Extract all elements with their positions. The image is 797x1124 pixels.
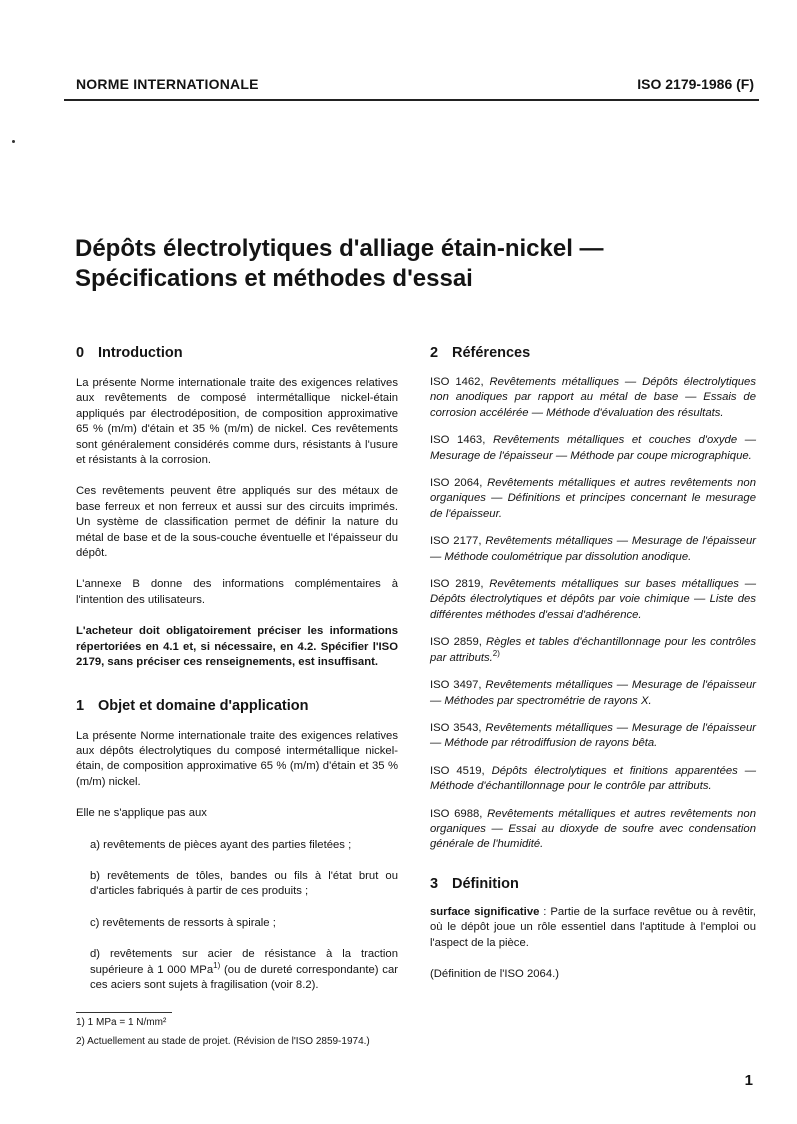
- scope-paragraph-1: La présente Norme internationale traite des exigences relatives aux dépôts électrolytiques du composé intermétallique nickel-étain, de composition approximative 65 % (m/m) d'étain et 35 % (m/m) nickel.: [76, 729, 398, 788]
- reference-title: Revêtements métalliques — Mesurage de l'épaisseur — Méthode par rétrodiffusion de rayons bêta.: [430, 721, 757, 750]
- footnote-1: 1) 1 MPa = 1 N/mm²: [76, 1017, 167, 1028]
- reference-code: ISO 3497,: [430, 679, 486, 692]
- section-number: 3: [430, 875, 439, 892]
- reference-item: [430, 678, 756, 709]
- reference-title: Revêtements métalliques et couches d'oxyde — Mesurage de l'épaisseur — Méthode par coupe micrographique.: [430, 434, 756, 462]
- reference-item: [430, 577, 756, 623]
- reference-code: ISO 4519,: [430, 764, 492, 777]
- reference-code: ISO 2859,: [430, 636, 486, 649]
- reference-title: Revêtements métalliques et autres revêtements non organiques — Définitions et principes concernant le mesurage de l'épaisseur.: [430, 477, 757, 520]
- defined-term: surface significative: [430, 905, 540, 918]
- reference-title: Revêtements métalliques — Mesurage de l'épaisseur — Méthode coulométrique par dissolution anodique.: [430, 535, 757, 563]
- intro-paragraph-1: La présente Norme internationale traite des exigences relatives aux revêtements de composé intermétallique nickel-étain appliqués par électrodéposition, de composition approximative 65 % (m/m) d'étain et 35 % (m/m) de nickel. Ces revêtements sont généralement considérés comme durs, résistants à l'usure et résistants à la corrosion.: [76, 377, 398, 467]
- scope-item-d: [76, 947, 398, 993]
- left-column: [76, 344, 398, 993]
- section-title: Définition: [452, 875, 519, 892]
- reference-item: [430, 807, 756, 853]
- scope-item-c: c) revêtements de ressorts à spirale ;: [90, 916, 276, 929]
- intro-paragraph-3: L'annexe B donne des informations complémentaires à l'intention des utilisateurs.: [76, 578, 398, 606]
- section-1-heading: [76, 697, 398, 715]
- reference-item: [430, 721, 756, 752]
- scan-speck: [12, 140, 15, 143]
- footnote-2: 2) Actuellement au stade de projet. (Révision de l'ISO 2859-1974.): [76, 1036, 370, 1047]
- title-line-2: Spécifications et méthodes d'essai: [75, 265, 473, 292]
- reference-title: Revêtements métalliques sur bases métalliques — Dépôts électrolytiques et dépôts par voie chimique — Liste des différentes méthodes d'essai d'adhérence.: [430, 578, 756, 621]
- reference-title: Dépôts électrolytiques et finitions apparentées — Méthode d'échantillonnage pour le contrôle par attributs.: [430, 764, 757, 793]
- footnote-ref-2: 2): [492, 648, 500, 658]
- reference-item: [430, 534, 756, 565]
- reference-code: ISO 3543,: [430, 721, 486, 734]
- scope-item-b: b) revêtements de tôles, bandes ou fils à l'état brut ou d'articles fabriqués à partir de ces produits ;: [90, 869, 398, 898]
- right-column: [430, 344, 756, 982]
- reference-title: Revêtements métalliques — Dépôts électrolytiques non anodiques par rapport au métal de base — Essais de corrosion accélérée — Méthode d'évaluation des résultats.: [430, 376, 756, 419]
- title-line-1: Dépôts électrolytiques d'alliage étain-nickel —: [75, 235, 604, 262]
- section-number: 1: [76, 697, 85, 714]
- footnote-rule: [76, 1012, 172, 1013]
- section-2-heading: [430, 344, 756, 362]
- section-title: Objet et domaine d'application: [98, 697, 309, 714]
- definition-paragraph: [430, 905, 756, 951]
- standard-type-header: NORME INTERNATIONALE: [76, 76, 259, 92]
- reference-item: [430, 433, 756, 464]
- page-number: 1: [744, 1072, 753, 1089]
- section-3-heading: [430, 875, 756, 893]
- reference-code: ISO 2819,: [430, 578, 490, 591]
- reference-code: ISO 1463,: [430, 434, 493, 447]
- reference-item: [430, 635, 756, 666]
- reference-item: [430, 764, 756, 795]
- references-list: [430, 375, 756, 853]
- scope-item-d-text-2: (ou de dureté correspondante) car ces aciers sont sujets à fragilisation (voir 8.2).: [90, 963, 399, 991]
- scope-paragraph-2: Elle ne s'applique pas aux: [76, 807, 207, 820]
- reference-code: ISO 2064,: [430, 477, 488, 490]
- reference-item: [430, 375, 756, 421]
- header-rule: [64, 99, 759, 101]
- reference-code: ISO 6988,: [430, 807, 488, 820]
- reference-title: Revêtements métalliques — Mesurage de l'épaisseur — Méthodes par spectrométrie de rayons X.: [430, 679, 757, 707]
- scope-item-d-text-1: d) revêtements sur acier de résistance à la traction supérieure à 1 000 MPa: [90, 948, 398, 976]
- section-number: 2: [430, 345, 439, 361]
- reference-title: Revêtements métalliques et autres revêtements non organiques — Essai au dioxyde de soufre avec condensation générale de l'humidité.: [430, 807, 757, 851]
- footnote-ref-1: 1): [213, 960, 221, 970]
- reference-code: ISO 2177,: [430, 535, 486, 548]
- section-title: Références: [452, 345, 531, 361]
- scope-item-a: a) revêtements de pièces ayant des parties filetées ;: [90, 838, 352, 851]
- intro-paragraph-4: L'acheteur doit obligatoirement préciser les informations répertoriées en 4.1 et, si nécessaire, en 4.2. Spécifier l'ISO 2179, sans préciser ces renseignements, est insuffisant.: [76, 625, 398, 669]
- section-number: 0: [76, 345, 85, 361]
- section-0-heading: [76, 344, 398, 362]
- definition-text: : Partie de la surface revêtue ou à revêtir, où le dépôt joue un rôle essentiel dans l'aptitude à l'emploi ou l'aspect de la pièce.: [430, 905, 756, 949]
- section-title: Introduction: [98, 345, 183, 361]
- reference-code: ISO 1462,: [430, 376, 490, 388]
- document-title: [75, 234, 675, 294]
- standard-number-header: ISO 2179-1986 (F): [637, 76, 754, 92]
- intro-paragraph-2: Ces revêtements peuvent être appliqués sur des métaux de base ferreux et non ferreux et aussi sur des circuits imprimés. Un système de classification permet de définir la nature du métal de base et de la sous-couche éventuelle et l'épaisseur du dépôt.: [76, 485, 398, 560]
- reference-title: Règles et tables d'échantillonnage pour les contrôles par attributs.: [430, 636, 756, 664]
- reference-item: [430, 476, 756, 522]
- definition-source-note: (Définition de l'ISO 2064.): [430, 967, 559, 980]
